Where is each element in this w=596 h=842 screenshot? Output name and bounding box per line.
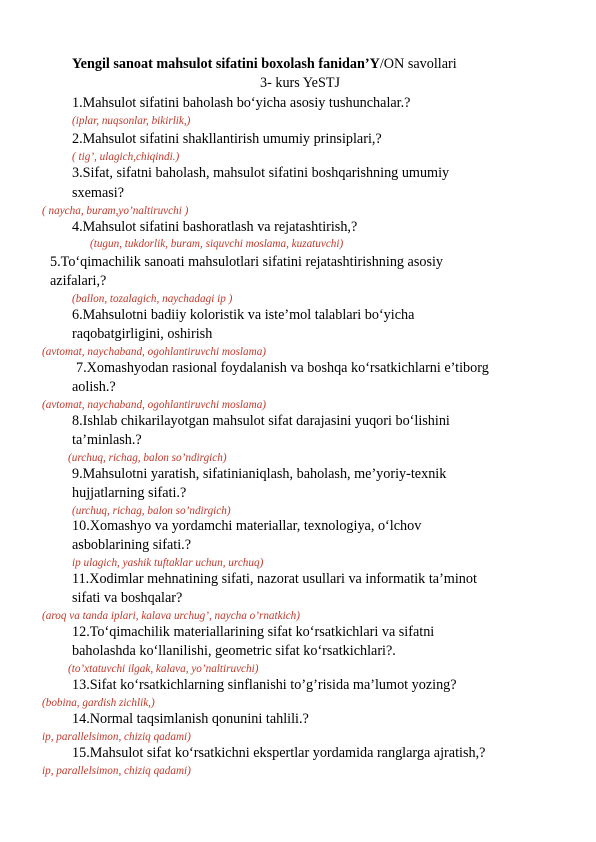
- question-14: 14.Normal taqsimlanish qonunini tahlili.?: [72, 711, 309, 727]
- question-10-line-2: asboblarining sifati.?: [72, 537, 191, 553]
- question-5-line-2: azifalari,?: [50, 273, 107, 289]
- answer-8: (urchuq, richag, balon so’ndirgich): [68, 452, 227, 464]
- answer-13: (bobina, gardish zichlik,): [42, 697, 155, 709]
- answer-3: ( naycha, buram,yo’naltiruvchi ): [42, 205, 189, 217]
- answer-10: ip ulagich, yashik tuftaklar uchun, urchuq): [72, 557, 264, 569]
- answer-9: (urchuq, richag, balon so’ndirgich): [72, 505, 231, 517]
- question-15: 15.Mahsulot sifat ko‘rsatkichni ekspertlar yordamida ranglarga ajratish,?: [72, 745, 486, 761]
- question-3-line-2: sxemasi?: [72, 185, 125, 201]
- question-6-line-1: 6.Mahsulotni badiiy koloristik va iste’mol talablari bo‘yicha: [72, 307, 415, 323]
- question-6-line-2: raqobatgirligini, oshirish: [72, 326, 213, 342]
- question-8-line-2: ta’minlash.?: [72, 432, 142, 448]
- answer-14: ip, parallelsimon, chiziq qadami): [42, 731, 191, 743]
- title-tail: /ON savollari: [379, 56, 457, 72]
- answer-6: (avtomat, naychaband, ogohlantiruvchi moslama): [42, 346, 267, 358]
- question-9-line-1: 9.Mahsulotni yaratish, sifatinianiqlash, baholash, me’yoriy-texnik: [72, 466, 447, 482]
- title-main: Yengil sanoat mahsulot sifatini boxolash fanidan’Y: [72, 56, 380, 72]
- question-3-line-1: 3.Sifat, sifatni baholash, mahsulot sifatini boshqarishning umumiy: [72, 165, 450, 181]
- answer-12: (to’xtatuvchi ilgak, kalava, yo’naltiruvchi): [68, 663, 259, 675]
- answer-2: ( tig’, ulagich,chiqindi.): [72, 151, 180, 163]
- document-title: [72, 55, 457, 73]
- question-7-line-2: aolish.?: [72, 379, 116, 395]
- question-13: 13.Sifat ko‘rsatkichlarning sinflanishi to’g’risida ma’lumot yozing?: [72, 677, 457, 693]
- question-4: 4.Mahsulot sifatini bashoratlash va rejatashtirish,?: [72, 219, 358, 235]
- question-2: 2.Mahsulot sifatini shakllantirish umumiy prinsiplari,?: [72, 131, 382, 147]
- answer-5: (ballon, tozalagich, naychadagi ip ): [72, 293, 233, 305]
- question-5-line-1: 5.To‘qimachilik sanoati mahsulotlari sifatini rejatashtirishning asosiy: [50, 254, 444, 270]
- answer-15: ip, parallelsimon, chiziq qadami): [42, 765, 191, 777]
- document-subtitle: 3- kurs YeSTJ: [260, 75, 341, 91]
- question-8-line-1: 8.Ishlab chikarilayotgan mahsulot sifat darajasini yuqori bo‘lishini: [72, 413, 450, 429]
- answer-4: (tugun, tukdorlik, buram, siquvchi moslama, kuzatuvchi): [90, 238, 344, 250]
- question-9-line-2: hujjatlarning sifati.?: [72, 485, 187, 501]
- question-11-line-2: sifati va boshqalar?: [72, 590, 183, 606]
- question-11-line-1: 11.Xodimlar mehnatining sifati, nazorat usullari va informatik ta’minot: [72, 571, 477, 587]
- question-10-line-1: 10.Xomashyo va yordamchi materiallar, texnologiya, o‘lchov: [72, 518, 422, 534]
- answer-1: (iplar, nuqsonlar, bikirlik,): [72, 115, 191, 127]
- answer-7: (avtomat, naychaband, ogohlantiruvchi moslama): [42, 399, 267, 411]
- question-1: 1.Mahsulot sifatini baholash bo‘yicha asosiy tushunchalar.?: [72, 95, 411, 111]
- question-7-line-1: 7.Xomashyodan rasional foydalanish va boshqa ko‘rsatkichlarni e’tiborg: [76, 360, 489, 376]
- question-12-line-1: 12.To‘qimachilik materiallarining sifat ko‘rsatkichlari va sifatni: [72, 624, 435, 640]
- answer-11: (aroq va tanda iplari, kalava urchug’, naycha o’rnatkich): [42, 610, 300, 622]
- question-12-line-2: baholashda ko‘llanilishi, geometric sifat ko‘rsatkichlari?.: [72, 643, 396, 659]
